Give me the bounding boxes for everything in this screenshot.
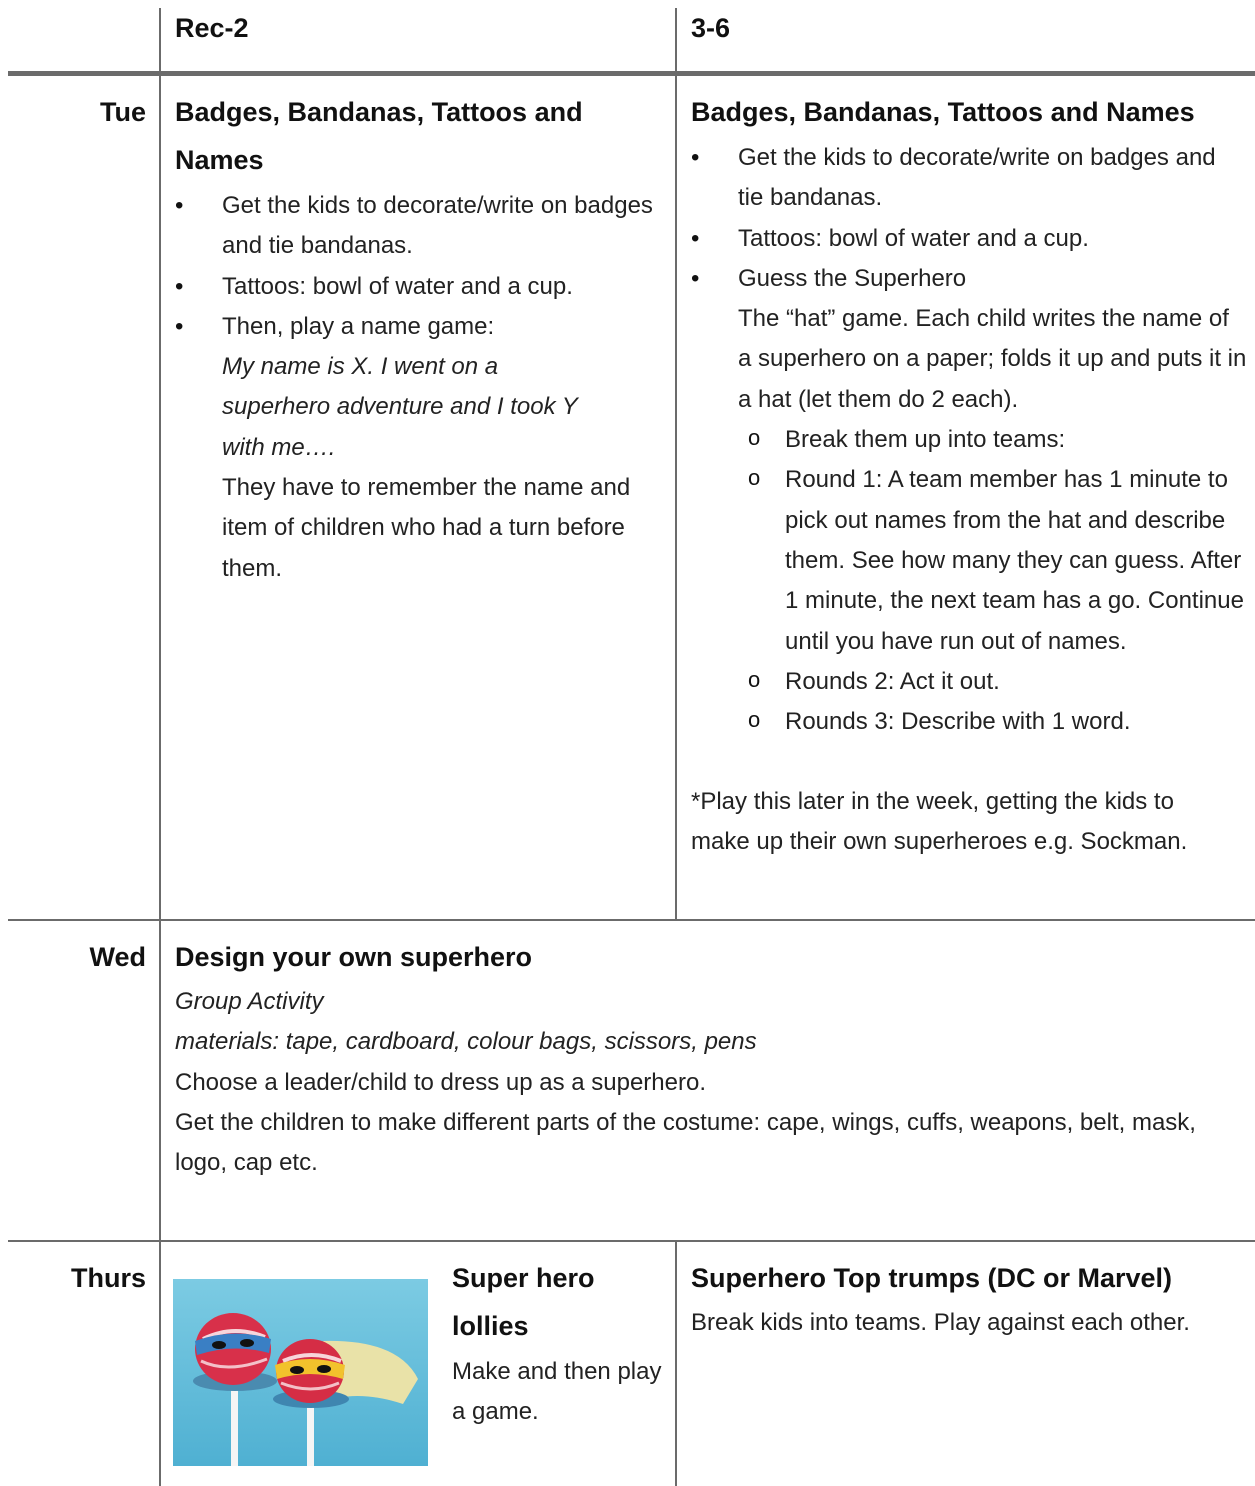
list-item [691,259,1247,743]
tue-rec2-list [175,186,667,589]
name-game-script: My name is X. I went on a superhero adventure and I took Y with me…. [222,353,578,461]
lollipop-image [173,1279,428,1466]
list-item-text: • Then, play a name game: [222,312,495,340]
day-label-tue: Tue [100,97,146,127]
wed-instruction: Get the children to make different parts of the costume: cape, wings, cuffs, weapons, belt, mask, logo, cap etc. [175,1108,1196,1177]
header-3-6: 3-6 [691,13,731,43]
list-item-text: • Guess the Superhero [738,264,967,292]
sub-list-item: o Round 1: A team member has 1 minute to pick out names from the hat and describe them. See how many they can guess. After 1 minute, the next team has a go. Continue until you have run out of names. [738,460,1247,661]
tue-3-6-list [691,138,1247,742]
sub-list-item: o Break them up into teams: [738,420,1247,460]
age-column-divider-top [675,8,677,919]
tue-3-6-note: *Play this later in the week, getting the kids to make up their own superheroes e.g. Sockman. [691,788,1188,856]
sub-list-item: o Rounds 2: Act it out. [738,662,1247,702]
hat-game-description: The “hat” game. Each child writes the name of a superhero on a paper; folds it up and puts it in a hat (let them do 2 each). [738,305,1247,413]
wed-instruction: Choose a leader/child to dress up as a superhero. [175,1068,706,1096]
tue-3-6-title: Badges, Bandanas, Tattoos and Names [691,97,1195,127]
thurs-3-6-title: Superhero Top trumps (DC or Marvel) [691,1263,1173,1293]
day-label-wed: Wed [89,942,146,972]
list-item [175,307,667,589]
list-item: • Tattoos: bowl of water and a cup. [175,267,667,307]
thurs-rec2-desc: Make and then play a game. [452,1358,662,1426]
name-game-note: They have to remember the name and item of children who had a turn before them. [222,474,631,582]
wed-body [175,982,1235,1183]
tue-rec2-title: Badges, Bandanas, Tattoos and Names [175,97,583,175]
header-rec2: Rec-2 [175,13,249,43]
day-label-thurs: Thurs [70,1263,146,1293]
thurs-rule [8,1240,1255,1242]
list-item: • Get the kids to decorate/write on badges and tie bandanas. [175,186,667,267]
sub-list-item: o Rounds 3: Describe with 1 word. [738,702,1247,742]
lollies-photo [173,1279,428,1466]
thurs-3-6-desc: Break kids into teams. Play against each other. [691,1309,1190,1336]
header-rule [8,71,1255,76]
day-column-divider [159,8,161,1486]
age-column-divider-bottom [675,1242,677,1486]
wed-rule [8,919,1255,921]
list-item: • Get the kids to decorate/write on badges and tie bandanas. [691,138,1247,219]
list-item: • Tattoos: bowl of water and a cup. [691,219,1247,259]
wed-activity-type: Group Activity [175,988,324,1015]
wed-title: Design your own superhero [175,942,533,972]
wed-materials: materials: tape, cardboard, colour bags, scissors, pens [175,1028,757,1056]
thurs-rec2-title: Super hero lollies [452,1263,595,1341]
